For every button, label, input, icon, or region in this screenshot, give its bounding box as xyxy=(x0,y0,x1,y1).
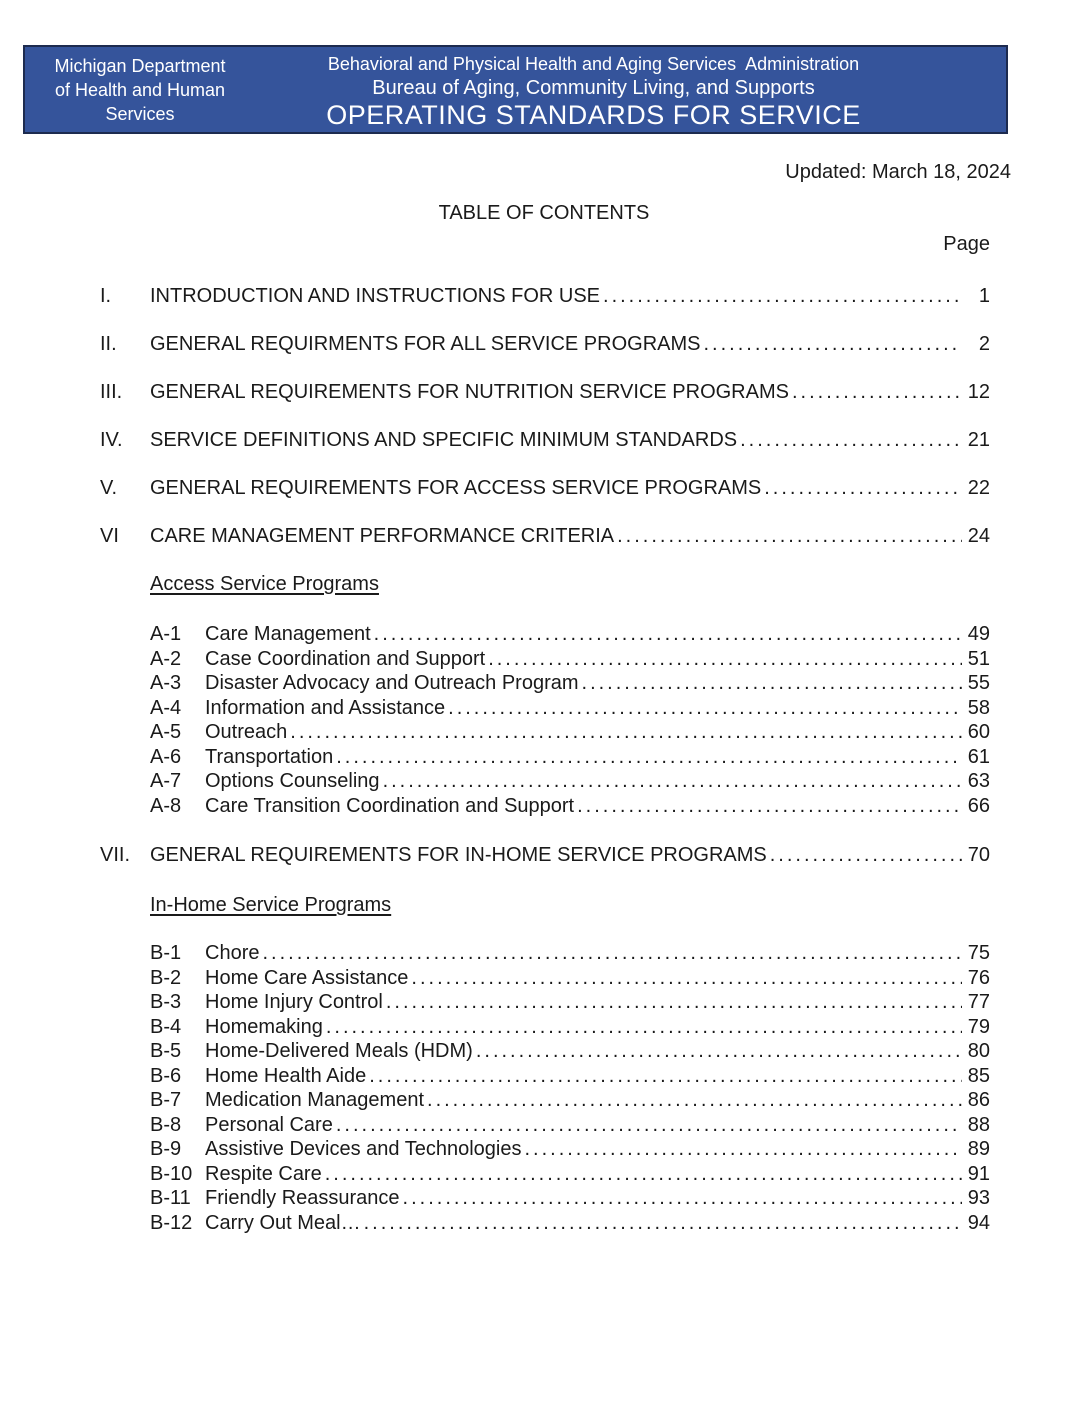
toc-entry-number: A-5 xyxy=(150,721,182,743)
toc-entry-number: B-3 xyxy=(150,991,182,1013)
toc-entry-number: A-2 xyxy=(150,647,182,670)
dot-leader xyxy=(325,1162,962,1187)
toc-entry-page: 91 xyxy=(967,1162,990,1185)
toc-entry-title: Case Coordination and Support xyxy=(205,647,486,670)
toc-entry-number: B-9 xyxy=(150,1138,182,1160)
org-name-line: Michigan Department xyxy=(54,56,226,76)
toc-entry-section-5 xyxy=(100,476,990,500)
toc-entry-title: Personal Care xyxy=(205,1113,333,1136)
toc-entry-title: Chore xyxy=(205,942,260,964)
toc-entry-page: 55 xyxy=(967,672,990,694)
toc-entry-number: II. xyxy=(100,333,117,355)
toc-title: TABLE OF CONTENTS xyxy=(438,202,650,224)
dot-leader xyxy=(336,1113,962,1138)
toc-entry-title: CARE MANAGEMENT PERFORMANCE CRITERIA xyxy=(150,525,615,547)
administration-line: Behavioral and Physical Health and Aging Services Administration xyxy=(327,54,860,74)
toc-entry-title: Medication Management xyxy=(205,1089,425,1111)
toc-entry-number: III. xyxy=(100,381,123,403)
toc-entry-a6 xyxy=(150,745,990,770)
toc-entry-title: GENERAL REQUIRMENTS FOR ALL SERVICE PROGRAMS xyxy=(150,333,701,355)
dot-leader xyxy=(476,1039,962,1064)
toc-entry-page: 21 xyxy=(967,429,990,451)
toc-entry-number: IV. xyxy=(100,429,123,451)
toc-entry-number: B-8 xyxy=(150,1113,182,1136)
inhome-programs-heading: In-Home Service Programs xyxy=(150,894,392,916)
toc-entry-title: Options Counseling xyxy=(205,770,380,792)
toc-entry-section-4 xyxy=(100,428,990,452)
toc-entry-number: B-6 xyxy=(150,1064,182,1087)
org-name-line: of Health and Human xyxy=(54,80,226,100)
toc-entry-b10 xyxy=(150,1162,990,1187)
toc-entry-title: Respite Care xyxy=(205,1162,322,1185)
toc-entry-title: Information and Assistance xyxy=(205,696,446,719)
dot-leader xyxy=(524,1137,962,1162)
toc-entry-number: A-1 xyxy=(150,623,182,645)
toc-entry-section-1 xyxy=(100,284,990,308)
access-programs-list xyxy=(150,622,990,818)
toc-entry-title: GENERAL REQUIREMENTS FOR NUTRITION SERVICE PROGRAMS xyxy=(150,381,789,403)
toc-entry-page: 66 xyxy=(967,794,990,817)
dot-leader xyxy=(704,332,963,356)
toc-entry-page: 2 xyxy=(978,333,990,355)
dot-leader xyxy=(386,990,962,1015)
toc-entry-page: 94 xyxy=(967,1211,990,1234)
toc-entry-page: 76 xyxy=(967,966,990,989)
dot-leader xyxy=(383,769,962,794)
dot-leader xyxy=(448,696,962,721)
dot-leader xyxy=(290,720,962,745)
toc-entry-title: GENERAL REQUIREMENTS FOR IN-HOME SERVICE PROGRAMS xyxy=(150,844,767,866)
toc-entry-page: 49 xyxy=(967,623,990,645)
toc-entry-b6 xyxy=(150,1064,990,1089)
toc-entry-title: Care Transition Coordination and Support xyxy=(205,794,575,817)
toc-entry-number: B-12 xyxy=(150,1211,193,1234)
toc-entry-b11 xyxy=(150,1186,990,1211)
dot-leader xyxy=(603,284,962,308)
toc-entry-section-3 xyxy=(100,380,990,404)
dot-leader xyxy=(740,428,962,452)
toc-entry-b12 xyxy=(150,1211,990,1236)
header-banner xyxy=(23,45,1008,161)
page-column-label: Page xyxy=(943,233,990,255)
dot-leader xyxy=(326,1015,962,1040)
toc-entry-a5 xyxy=(150,720,990,745)
toc-entry-a3 xyxy=(150,671,990,696)
toc-entry-b1 xyxy=(150,941,990,966)
dot-leader xyxy=(577,794,962,819)
toc-entry-number: B-4 xyxy=(150,1015,182,1038)
toc-entry-number: VI xyxy=(100,525,119,547)
dot-leader xyxy=(364,1211,962,1236)
toc-entry-number: B-1 xyxy=(150,942,182,964)
toc-entry-a8 xyxy=(150,794,990,819)
toc-entry-number: A-8 xyxy=(150,794,182,817)
toc-entry-number: A-7 xyxy=(150,770,182,792)
toc-entry-page: 51 xyxy=(967,647,990,670)
toc-entry-title: Assistive Devices and Technologies xyxy=(205,1138,522,1160)
toc-entry-title: INTRODUCTION AND INSTRUCTIONS FOR USE xyxy=(150,285,601,307)
dot-leader xyxy=(582,671,962,696)
dot-leader xyxy=(262,941,962,966)
toc-entry-b2 xyxy=(150,966,990,991)
toc-entry-page: 79 xyxy=(967,1015,990,1038)
toc-entry-page: 60 xyxy=(967,721,990,743)
dot-leader xyxy=(770,843,962,867)
toc-entry-number: B-7 xyxy=(150,1089,182,1111)
toc-entry-number: B-10 xyxy=(150,1162,193,1185)
header-title-block xyxy=(247,47,1006,161)
toc-entry-title: Home Care Assistance xyxy=(205,966,409,989)
toc-entry-number: B-5 xyxy=(150,1040,182,1062)
updated-date: Updated: March 18, 2024 xyxy=(785,161,1011,183)
toc-entry-title: GENERAL REQUIREMENTS FOR ACCESS SERVICE PROGRAMS xyxy=(150,477,762,499)
toc-entry-number: B-11 xyxy=(150,1187,191,1209)
toc-entry-section-2 xyxy=(100,332,990,356)
toc-entry-title: Friendly Reassurance xyxy=(205,1187,400,1209)
org-name-line: Services xyxy=(105,104,175,124)
access-programs-heading: Access Service Programs xyxy=(150,573,379,595)
dot-leader xyxy=(369,1064,962,1089)
toc-entry-section-6 xyxy=(100,524,990,548)
toc-entry-number: VII. xyxy=(100,844,131,866)
toc-entry-page: 24 xyxy=(967,525,990,547)
toc-entry-b9 xyxy=(150,1137,990,1162)
toc-entry-title: Transportation xyxy=(205,745,334,768)
toc-entry-title: Outreach xyxy=(205,721,288,743)
toc-entry-title: Home Injury Control xyxy=(205,991,383,1013)
toc-entry-a1 xyxy=(150,622,990,647)
toc-entry-title: Disaster Advocacy and Outreach Program xyxy=(205,672,579,694)
toc-body xyxy=(100,232,990,1235)
dot-leader xyxy=(764,476,962,500)
toc-entry-page: 63 xyxy=(967,770,990,792)
toc-entry-page: 86 xyxy=(967,1089,990,1111)
toc-entry-title: Homemaking xyxy=(205,1015,323,1038)
dot-leader xyxy=(411,966,962,991)
toc-entry-page: 70 xyxy=(967,844,990,866)
dot-leader xyxy=(792,380,962,404)
toc-entry-number: B-2 xyxy=(150,966,182,989)
toc-entry-page: 77 xyxy=(967,991,990,1013)
document-title: OPERATING STANDARDS FOR SERVICE PROGRAMS xyxy=(326,100,861,161)
toc-entry-page: 88 xyxy=(967,1113,990,1136)
toc-entry-b7 xyxy=(150,1088,990,1113)
dot-leader xyxy=(374,622,962,647)
toc-entry-b5 xyxy=(150,1039,990,1064)
toc-entry-page: 61 xyxy=(967,745,990,768)
toc-entry-title: SERVICE DEFINITIONS AND SPECIFIC MINIMUM STANDARDS xyxy=(150,429,738,451)
toc-entry-number: A-6 xyxy=(150,745,182,768)
toc-entry-b3 xyxy=(150,990,990,1015)
org-name-block xyxy=(25,47,247,132)
toc-entry-number: A-4 xyxy=(150,696,182,719)
inhome-programs-list xyxy=(150,941,990,1235)
toc-entry-a4 xyxy=(150,696,990,721)
toc-entry-page: 1 xyxy=(978,285,990,307)
dot-leader xyxy=(427,1088,962,1113)
dot-leader xyxy=(403,1186,962,1211)
toc-entry-number: V. xyxy=(100,477,118,499)
toc-entry-a7 xyxy=(150,769,990,794)
toc-entry-page: 58 xyxy=(967,696,990,719)
toc-entry-title: Care Management xyxy=(205,623,371,645)
toc-entry-b4 xyxy=(150,1015,990,1040)
dot-leader xyxy=(488,647,962,672)
toc-entry-title: Home-Delivered Meals (HDM) xyxy=(205,1040,473,1062)
toc-entry-page: 85 xyxy=(967,1064,990,1087)
toc-entry-number: I. xyxy=(100,285,112,307)
toc-entry-section-7 xyxy=(100,843,990,867)
toc-entry-page: 80 xyxy=(967,1040,990,1062)
toc-entry-page: 93 xyxy=(967,1187,990,1209)
dot-leader xyxy=(336,745,962,770)
dot-leader xyxy=(617,524,962,548)
toc-entry-page: 89 xyxy=(967,1138,990,1160)
toc-entry-a2 xyxy=(150,647,990,672)
toc-entry-page: 75 xyxy=(967,942,990,964)
toc-entry-page: 12 xyxy=(967,381,990,403)
toc-entry-number: A-3 xyxy=(150,672,182,694)
toc-entry-title: Home Health Aide xyxy=(205,1064,367,1087)
toc-entry-b8 xyxy=(150,1113,990,1138)
toc-entry-page: 22 xyxy=(967,477,990,499)
bureau-line: Bureau of Aging, Community Living, and Supports xyxy=(372,77,815,99)
toc-entry-title: Carry Out Meal… xyxy=(205,1211,361,1234)
